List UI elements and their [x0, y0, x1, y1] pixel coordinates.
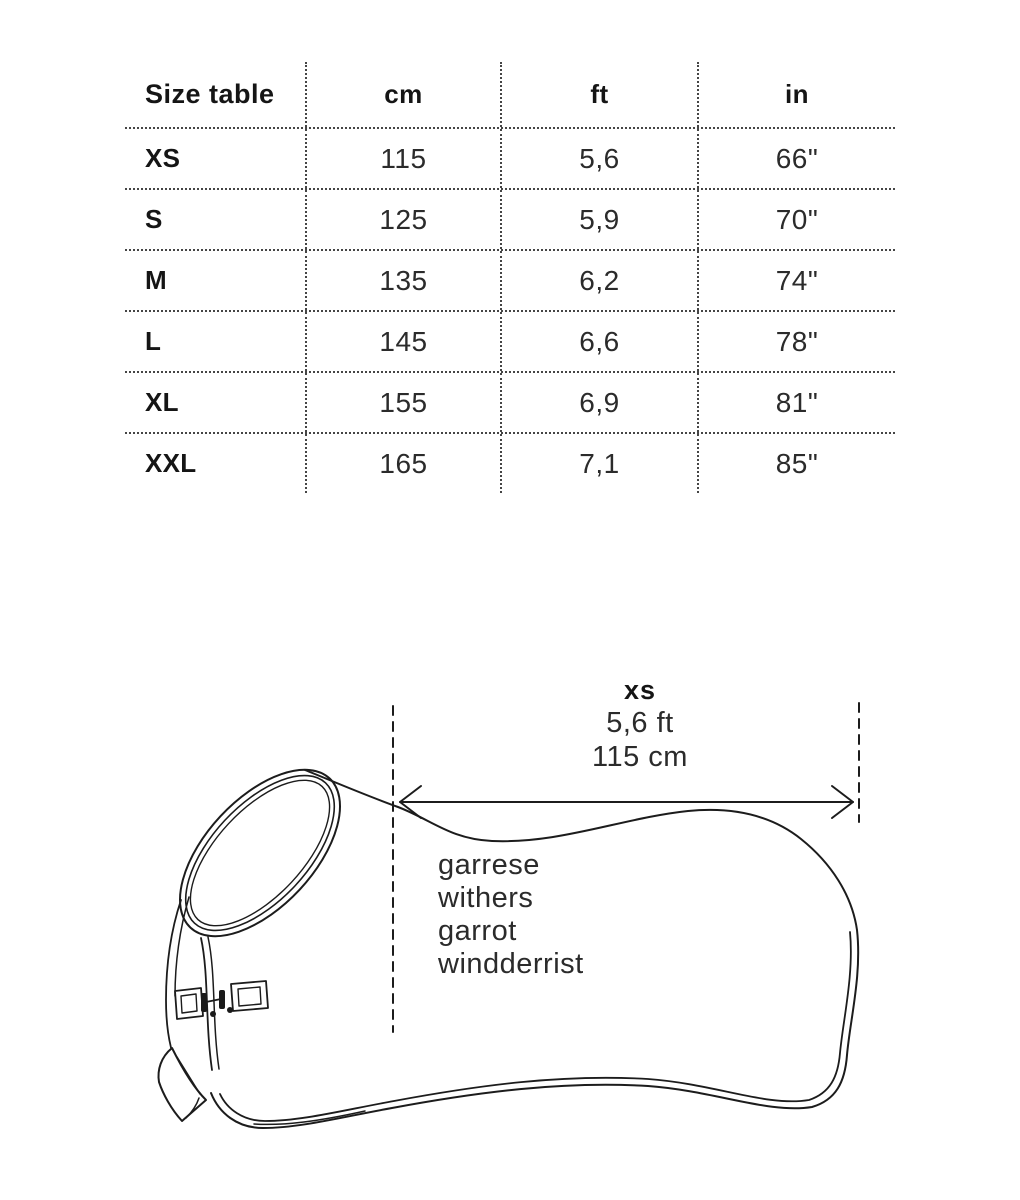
measurement-cm: 115 cm [592, 741, 688, 773]
in-cell: 78" [697, 312, 895, 371]
ft-cell: 5,9 [500, 190, 697, 249]
size-cell: XS [145, 143, 181, 173]
wither-term: withers [438, 882, 534, 914]
chest-panel [166, 897, 219, 1072]
leg-flap [159, 1048, 206, 1121]
size-cell: L [145, 326, 162, 356]
column-header-ft: ft [500, 62, 697, 127]
ft-cell: 5,6 [500, 129, 697, 188]
measure-arrow [400, 786, 853, 818]
cm-cell: 145 [305, 312, 500, 371]
size-cell: S [145, 204, 163, 234]
measurement-ft: 5,6 ft [606, 707, 674, 739]
wither-terms [438, 849, 584, 981]
size-cell: XL [145, 387, 179, 417]
size-cell: XXL [145, 448, 197, 478]
wither-term: garrese [438, 849, 540, 881]
measurement-label [520, 674, 760, 774]
in-cell: 85" [697, 434, 895, 493]
in-cell: 70" [697, 190, 895, 249]
buckle-clasp-icon [201, 990, 233, 1017]
measurement-size: xs [623, 675, 657, 705]
neck-collar [151, 742, 369, 965]
ft-cell: 6,9 [500, 373, 697, 432]
cm-cell: 125 [305, 190, 500, 249]
size-cell: M [145, 265, 167, 295]
column-header-in: in [697, 62, 895, 127]
wither-term: garrot [438, 915, 517, 947]
cm-cell: 165 [305, 434, 500, 493]
in-cell: 74" [697, 251, 895, 310]
in-cell: 66" [697, 129, 895, 188]
in-cell: 81" [697, 373, 895, 432]
column-header-cm: cm [305, 62, 500, 127]
cm-cell: 115 [305, 129, 500, 188]
table-title: Size table [145, 79, 275, 109]
ft-cell: 6,2 [500, 251, 697, 310]
ft-cell: 7,1 [500, 434, 697, 493]
ft-cell: 6,6 [500, 312, 697, 371]
wither-term: windderrist [438, 948, 584, 980]
chest-buckle [175, 981, 268, 1019]
cm-cell: 155 [305, 373, 500, 432]
cm-cell: 135 [305, 251, 500, 310]
